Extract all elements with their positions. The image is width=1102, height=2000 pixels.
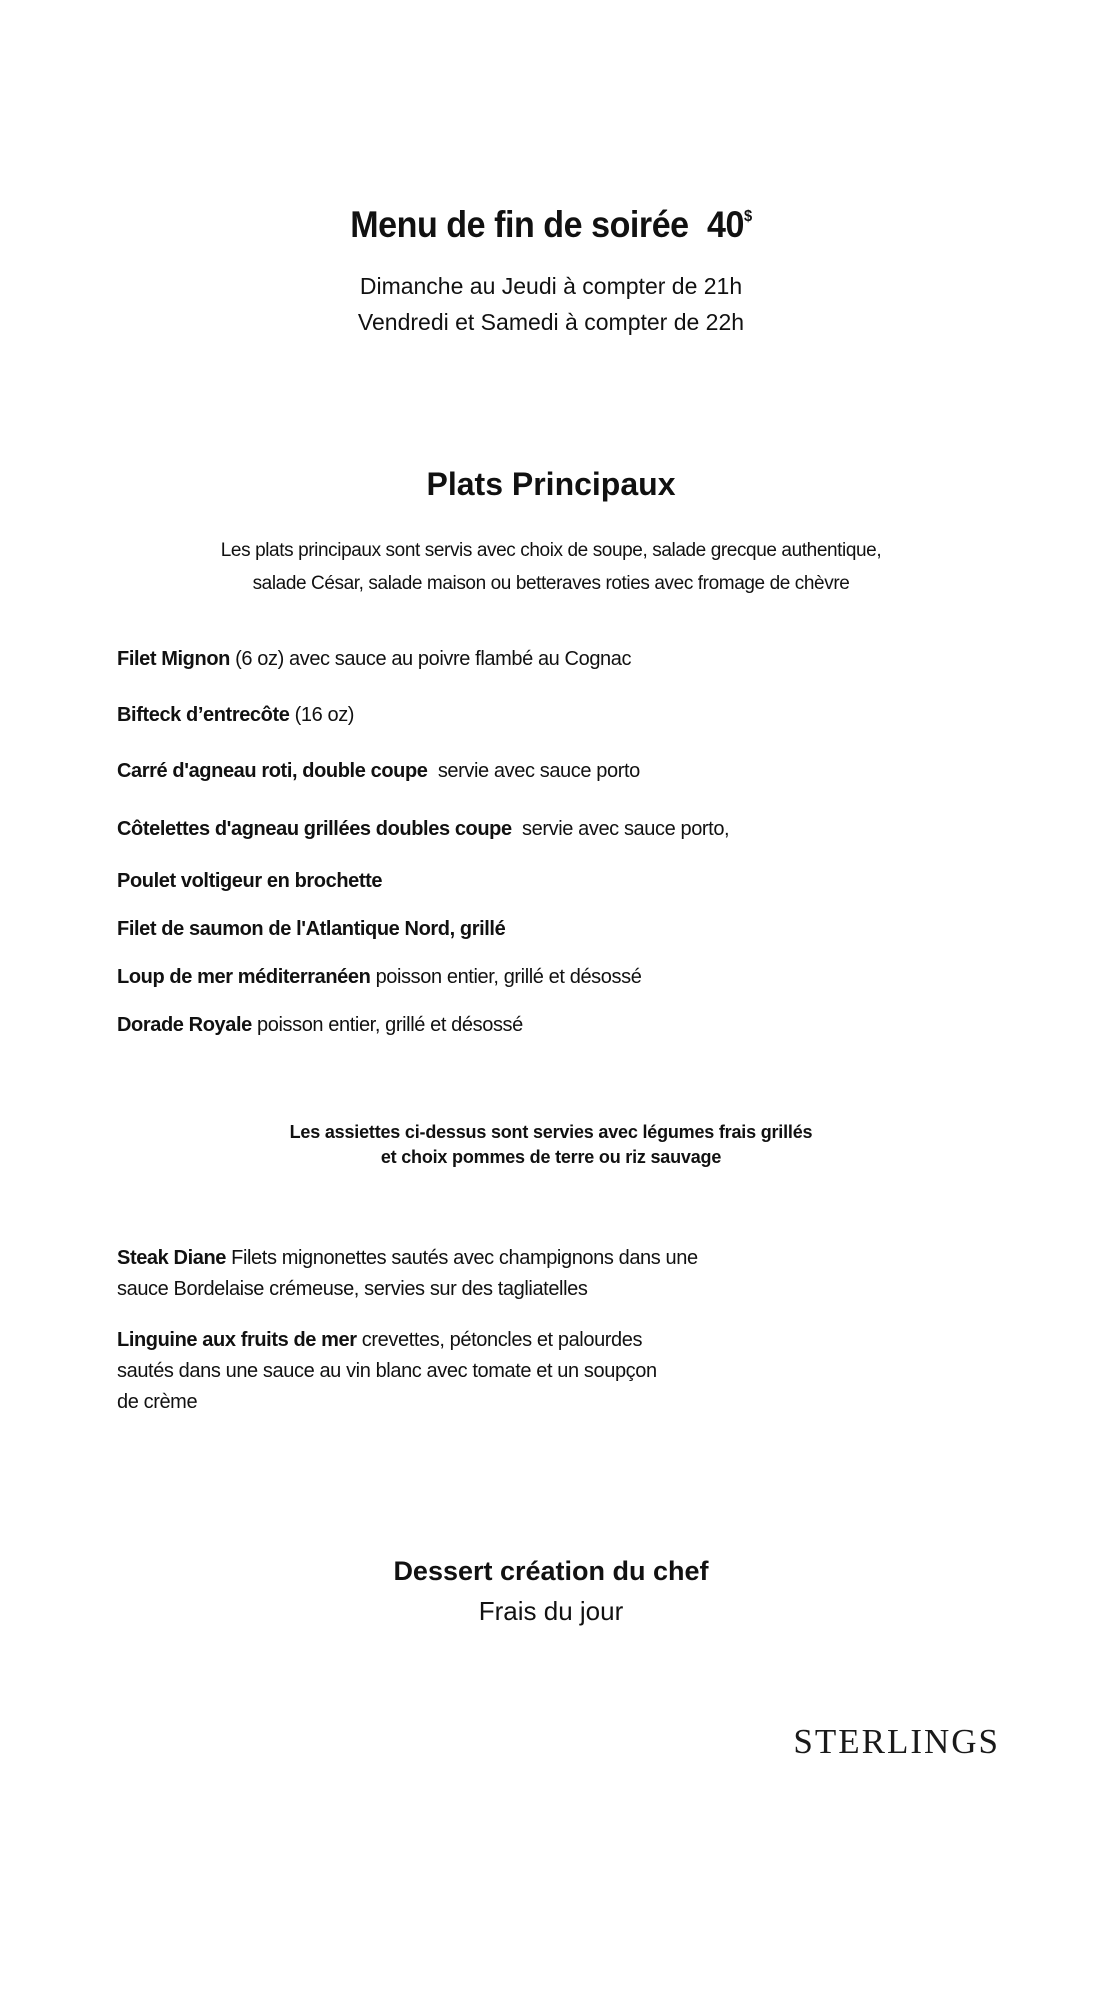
special-detail: sauce Bordelaise crémeuse, servies sur des tagliatelles [117,1278,588,1300]
item-detail: (16 oz) [289,704,355,726]
item-detail: (6 oz) avec sauce au poivre flambé au Cognac [229,648,632,670]
special-name: Linguine aux fruits de mer [117,1329,357,1351]
special-item [117,1325,837,1418]
menu-title-text: Menu de fin de soirée [350,204,689,245]
item-name: Filet de saumon de l'Atlantique Nord, grillé [117,918,506,940]
menu-item [117,704,354,727]
item-name: Dorade Royale [117,1014,252,1036]
item-name: Côtelettes d'agneau grillées doubles coupe [117,818,512,840]
menu-item [117,918,505,941]
section-title-mains: Plats Principaux [426,466,676,502]
item-name: Bifteck d’entrecôte [117,704,290,726]
intro-line: salade César, salade maison ou betteraves roties avec fromage de chèvre [252,573,850,594]
special-detail: crevettes, pétoncles et palourdes [356,1329,643,1351]
special-name: Steak Diane [117,1247,226,1269]
menu-item [117,648,631,671]
item-name: Filet Mignon [117,648,230,670]
specials-list [117,1243,837,1430]
special-item [117,1243,837,1305]
sides-note [0,1120,1102,1170]
intro-line: Les plats principaux sont servis avec choix de soupe, salade grecque authentique, [220,540,882,561]
brand-logo: STERLINGS [793,1722,1000,1761]
menu-item [117,818,729,841]
special-detail: Filets mignonettes sautés avec champignons dans une [226,1247,698,1269]
item-name: Carré d'agneau roti, double coupe [117,760,428,782]
note-line: et choix pommes de terre ou riz sauvage [380,1147,722,1167]
item-detail: servie avec sauce porto [427,760,640,782]
service-hours [0,268,1102,340]
item-name: Loup de mer méditerranéen [117,966,371,988]
item-name: Poulet voltigeur en brochette [117,870,383,892]
menu-price-value: 40 [707,204,744,245]
special-detail: sautés dans une sauce au vin blanc avec tomate et un soupçon [117,1360,657,1382]
item-detail: poisson entier, grillé et désossé [251,1014,523,1036]
hours-line: Vendredi et Samedi à compter de 22h [357,309,745,335]
menu-title [44,204,1058,246]
note-line: Les assiettes ci-dessus sont servies avec légumes frais grillés [289,1122,813,1142]
menu-item [117,966,641,989]
menu-item [117,870,382,893]
menu-price-currency: $ [743,208,752,225]
hours-line: Dimanche au Jeudi à compter de 21h [359,273,743,299]
dessert-subtitle: Frais du jour [478,1596,624,1626]
item-detail: servie avec sauce porto, [511,818,730,840]
menu-item [117,760,640,783]
mains-intro [0,534,1102,600]
item-detail: poisson entier, grillé et désossé [370,966,642,988]
special-detail: de crème [117,1391,198,1413]
dessert-title: Dessert création du chef [393,1556,709,1586]
menu-item [117,1014,523,1037]
menu-price [707,204,752,245]
